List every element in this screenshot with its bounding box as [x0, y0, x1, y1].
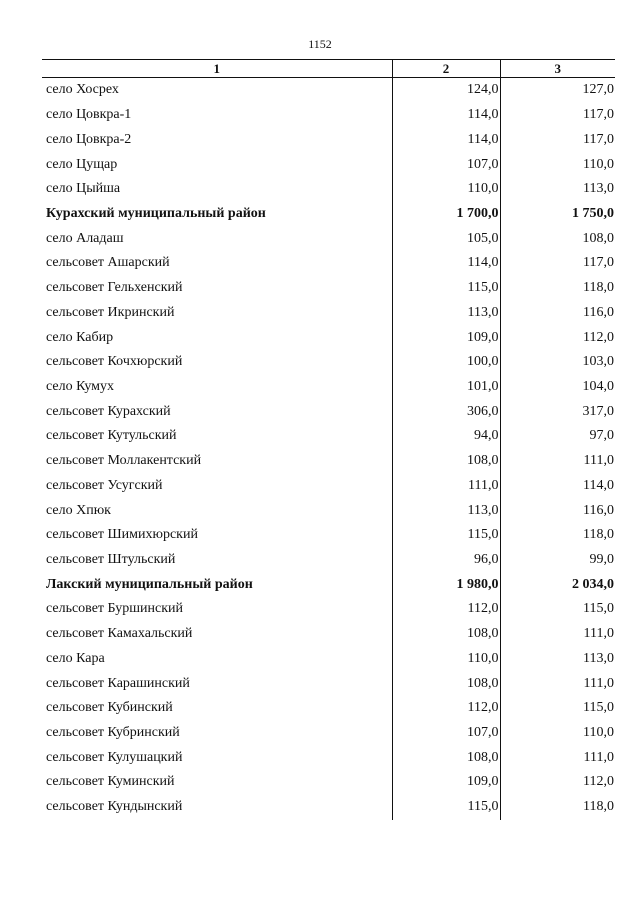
- table-row-district: [42, 202, 615, 227]
- row-value-col3: 113,0: [583, 650, 614, 666]
- data-table-container: [42, 59, 615, 820]
- table-row: [42, 103, 615, 128]
- row-value-col2: 107,0: [392, 721, 500, 746]
- row-value-col3: 127,0: [582, 82, 614, 98]
- table-header: [42, 60, 615, 78]
- column-header-1: 1: [42, 60, 392, 78]
- row-value-col2: 110,0: [392, 647, 500, 672]
- row-value-col2: 113,0: [392, 498, 500, 523]
- row-value-col2: 114,0: [392, 251, 500, 276]
- row-value-col3: 1 750,0: [572, 205, 614, 221]
- table-row: [42, 449, 615, 474]
- table-row: [42, 424, 615, 449]
- row-name: село Кумух: [42, 375, 392, 400]
- row-name: сельсовет Буршинский: [42, 597, 392, 622]
- row-name: сельсовет Камахальский: [42, 622, 392, 647]
- row-value-col2: 115,0: [392, 523, 500, 548]
- header-row: [42, 60, 615, 78]
- table-row: [42, 152, 615, 177]
- table-row: [42, 474, 615, 499]
- row-value-col3: 2 034,0: [572, 576, 614, 592]
- table-row: [42, 350, 615, 375]
- table-row: [42, 671, 615, 696]
- column-header-2: 2: [392, 60, 500, 78]
- row-name: село Цовкра-2: [42, 127, 392, 152]
- row-name: сельсовет Усугский: [42, 474, 392, 499]
- row-value-col2: 115,0: [392, 276, 500, 301]
- table-row: [42, 548, 615, 573]
- row-value-col3: 115,0: [583, 601, 614, 617]
- row-value-col3: 97,0: [589, 428, 614, 444]
- row-name: сельсовет Моллакентский: [42, 449, 392, 474]
- row-value-col3: 108,0: [582, 230, 614, 246]
- row-value-col2: 105,0: [392, 226, 500, 251]
- table-row: [42, 276, 615, 301]
- table-row: [42, 622, 615, 647]
- row-value-col3: 110,0: [583, 156, 614, 172]
- table-row: [42, 721, 615, 746]
- row-value-col3: 117,0: [583, 131, 614, 147]
- table-row: [42, 745, 615, 770]
- row-name: сельсовет Икринский: [42, 300, 392, 325]
- page-number: 1152: [308, 37, 332, 51]
- row-name: село Хосрех: [42, 78, 392, 103]
- row-value-col2: 108,0: [392, 745, 500, 770]
- row-name: село Хпюк: [42, 498, 392, 523]
- row-value-col3: 118,0: [583, 527, 614, 543]
- row-name: сельсовет Гельхенский: [42, 276, 392, 301]
- table-row: [42, 325, 615, 350]
- row-value-col3: 117,0: [583, 107, 614, 123]
- row-value-col3: 317,0: [582, 403, 614, 419]
- row-name: сельсовет Кулушацкий: [42, 745, 392, 770]
- row-value-col3: 111,0: [583, 749, 614, 765]
- row-value-col2: 100,0: [392, 350, 500, 375]
- row-name: Курахский муниципальный район: [42, 202, 392, 227]
- row-value-col2: 114,0: [392, 127, 500, 152]
- row-value-col3: 117,0: [583, 255, 614, 271]
- row-value-col3: 111,0: [583, 675, 614, 691]
- table-row: [42, 795, 615, 820]
- row-value-col3: 111,0: [583, 453, 614, 469]
- row-value-col2: 107,0: [392, 152, 500, 177]
- row-value-col3: 112,0: [583, 774, 614, 790]
- table-row-district: [42, 572, 615, 597]
- row-name: село Кабир: [42, 325, 392, 350]
- table-row: [42, 226, 615, 251]
- table-row: [42, 647, 615, 672]
- row-name: сельсовет Кундынский: [42, 795, 392, 820]
- table-row: [42, 399, 615, 424]
- row-value-col3: 112,0: [583, 329, 614, 345]
- table-row: [42, 770, 615, 795]
- table-row: [42, 498, 615, 523]
- table-row: [42, 300, 615, 325]
- table-row: [42, 696, 615, 721]
- table-row: [42, 177, 615, 202]
- row-name: сельсовет Карашинский: [42, 671, 392, 696]
- row-name: сельсовет Шимихюрский: [42, 523, 392, 548]
- row-value-col2: 112,0: [392, 696, 500, 721]
- row-name: сельсовет Кутульский: [42, 424, 392, 449]
- row-value-col2: 306,0: [392, 399, 500, 424]
- row-value-col2: 112,0: [392, 597, 500, 622]
- table-row: [42, 127, 615, 152]
- row-value-col2: 101,0: [392, 375, 500, 400]
- row-value-col2: 1 700,0: [392, 202, 500, 227]
- row-name: сельсовет Курахский: [42, 399, 392, 424]
- row-value-col3: 111,0: [583, 626, 614, 642]
- row-name: село Цущар: [42, 152, 392, 177]
- table-body: [42, 78, 615, 820]
- row-name: сельсовет Кубринский: [42, 721, 392, 746]
- row-value-col2: 96,0: [392, 548, 500, 573]
- data-table: [42, 59, 615, 820]
- row-value-col3: 110,0: [583, 725, 614, 741]
- row-value-col3: 116,0: [583, 304, 614, 320]
- row-value-col2: 110,0: [392, 177, 500, 202]
- row-name: сельсовет Кочхюрский: [42, 350, 392, 375]
- row-value-col3: 114,0: [583, 477, 614, 493]
- row-value-col3: 118,0: [583, 280, 614, 296]
- row-value-col2: 108,0: [392, 622, 500, 647]
- table-row: [42, 78, 615, 103]
- row-name: село Кара: [42, 647, 392, 672]
- row-name: сельсовет Куминский: [42, 770, 392, 795]
- row-value-col2: 124,0: [392, 78, 500, 103]
- row-value-col3: 113,0: [583, 181, 614, 197]
- column-header-3: 3: [500, 60, 615, 78]
- row-value-col3: 116,0: [583, 502, 614, 518]
- table-row: [42, 597, 615, 622]
- row-value-col3: 104,0: [582, 378, 614, 394]
- row-name: сельсовет Штульский: [42, 548, 392, 573]
- row-value-col2: 113,0: [392, 300, 500, 325]
- row-value-col3: 118,0: [583, 799, 614, 815]
- row-name: село Цовкра-1: [42, 103, 392, 128]
- row-name: Лакский муниципальный район: [42, 572, 392, 597]
- row-value-col2: 1 980,0: [392, 572, 500, 597]
- table-row: [42, 251, 615, 276]
- row-value-col3: 99,0: [589, 552, 614, 568]
- row-value-col2: 109,0: [392, 770, 500, 795]
- row-name: село Аладаш: [42, 226, 392, 251]
- row-value-col2: 109,0: [392, 325, 500, 350]
- row-value-col2: 94,0: [392, 424, 500, 449]
- table-row: [42, 523, 615, 548]
- row-value-col2: 111,0: [392, 474, 500, 499]
- row-value-col3: 115,0: [583, 700, 614, 716]
- row-name: село Цыйша: [42, 177, 392, 202]
- row-value-col2: 108,0: [392, 449, 500, 474]
- row-value-col3: 103,0: [582, 354, 614, 370]
- row-value-col2: 114,0: [392, 103, 500, 128]
- row-name: сельсовет Кубинский: [42, 696, 392, 721]
- row-value-col2: 115,0: [392, 795, 500, 820]
- row-value-col2: 108,0: [392, 671, 500, 696]
- table-row: [42, 375, 615, 400]
- row-name: сельсовет Ашарский: [42, 251, 392, 276]
